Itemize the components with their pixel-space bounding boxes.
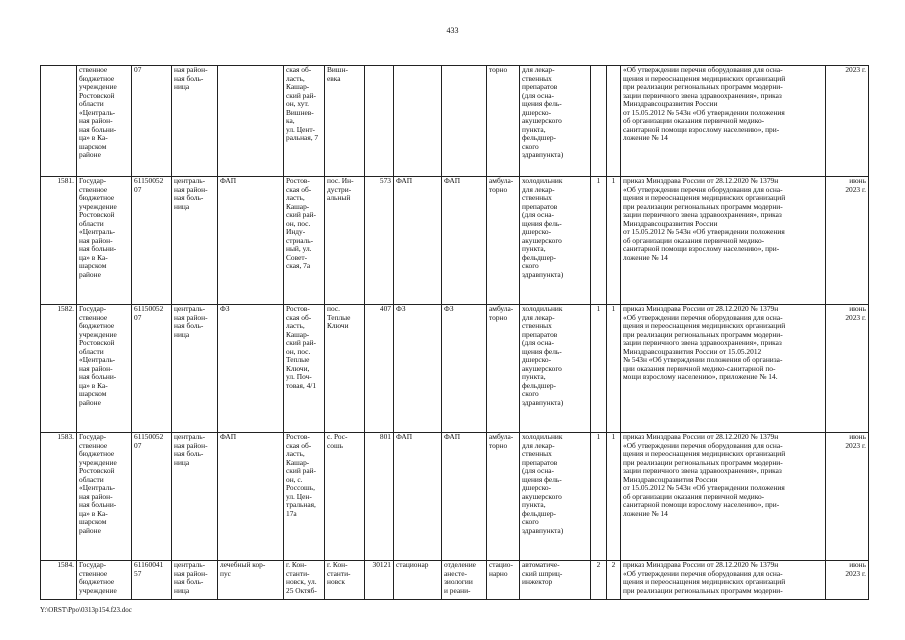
cell-inn: 61150052 07 <box>132 177 172 305</box>
cell-care-form: амбула- торно <box>487 433 520 561</box>
cell-unit-type-1 <box>394 66 442 177</box>
cell-row-number: 1583. <box>41 433 77 561</box>
cell-code: 801 <box>365 433 394 561</box>
cell-inn: 61150052 07 <box>132 305 172 433</box>
cell-quantity-1: 2 <box>591 561 607 600</box>
cell-legal-basis: приказ Минздрава России от 28.12.2020 № 1379н «Об утверждении перечня оборудования для осна- щения и переоснащения медицинских организаций при реализации региональных программ модерни- <box>621 561 826 600</box>
cell-quantity-1 <box>591 66 607 177</box>
cell-unit-type: ФАП <box>218 177 284 305</box>
cell-unit-type-2: ФЗ <box>442 305 487 433</box>
cell-branch: ная район- ная боль- ница <box>172 66 218 177</box>
cell-date: июнь 2023 г. <box>826 433 869 561</box>
cell-legal-basis: приказ Минздрава России от 28.12.2020 № 1379н «Об утверждении перечня оборудования для осна- щения и переоснащения медицинских организаций при реализации региональных программ модерни- зации первичного звена здравоохранения», приказ Минздравсоцразвития России от 15.05.2012 № 543н «Об утверждении положения об организации оказания первичной медико- санитарной помощи взрослому населению», при- ложение № 14 <box>621 433 826 561</box>
cell-unit-type-1: ФЗ <box>394 305 442 433</box>
cell-care-form: амбула- торно <box>487 177 520 305</box>
cell-unit-type: ФЗ <box>218 305 284 433</box>
cell-quantity-2 <box>607 66 621 177</box>
cell-branch: централь- ная район- ная боль- ница <box>172 433 218 561</box>
cell-date: 2023 г. <box>826 66 869 177</box>
cell-unit-type-2: отделение анесте- зиологии и реани- <box>442 561 487 600</box>
cell-quantity-2: 1 <box>607 433 621 561</box>
cell-locality: Вишн- евка <box>325 66 365 177</box>
cell-organization-name: Государ- ственное бюджетное учреждение Ростовской области «Централь- ная район- ная больни- ца» в Ка- шарском районе <box>77 305 132 433</box>
table-row <box>41 561 869 600</box>
cell-address: г. Кон- станти- новск, ул. 25 Октяб- <box>284 561 325 600</box>
cell-unit-type-1: стационар <box>394 561 442 600</box>
cell-quantity-2: 1 <box>607 305 621 433</box>
cell-row-number: 1581. <box>41 177 77 305</box>
cell-code: 407 <box>365 305 394 433</box>
cell-legal-basis: приказ Минздрава России от 28.12.2020 № 1379н «Об утверждении перечня оборудования для осна- щения и переоснащения медицинских организаций при реализации региональных программ модерни- зации первичного звена здравоохранения», приказ Минздравсоцразвития России от 15.05.2012 № 543н «Об утверждении положения об организа- ции оказания первичной медико-санитарной по- мощи взрослому населению», приложение № 14. <box>621 305 826 433</box>
cell-code: 30121 <box>365 561 394 600</box>
equipment-table <box>40 65 869 600</box>
cell-equipment: холодильник для лекар- ственных препаратов (для осна- щения фель- дшерско- акушерского пункта, фельдшер- ского здравпункта) <box>520 177 591 305</box>
cell-quantity-1: 1 <box>591 177 607 305</box>
cell-address: Ростов- ская об- ласть, Кашар- ский рай- он, пос. Инду- стриаль- ный, ул. Совет- ская, 7а <box>284 177 325 305</box>
cell-row-number <box>41 66 77 177</box>
cell-care-form: стацио- нарно <box>487 561 520 600</box>
cell-branch: централь- ная район- ная боль- ница <box>172 305 218 433</box>
table-row <box>41 433 869 561</box>
cell-unit-type-2: ФАП <box>442 177 487 305</box>
cell-inn: 61160041 57 <box>132 561 172 600</box>
cell-legal-basis: «Об утверждении перечня оборудования для осна- щения и переоснащения медицинских организаций при реализации региональных программ модерни- зации первичного звена здравоохранения», приказ Минздравсоцразвития России от 15.05.2012 № 543н «Об утверждении положения об организации оказания первичной медико- санитарной помощи взрослому населению», при- ложение № 14 <box>621 66 826 177</box>
cell-inn: 61150052 07 <box>132 433 172 561</box>
cell-locality: с. Рос- сошь <box>325 433 365 561</box>
cell-unit-type <box>218 66 284 177</box>
cell-unit-type-1: ФАП <box>394 433 442 561</box>
cell-equipment: холодильник для лекар- ственных препаратов (для осна- щения фель- дшерско- акушерского пункта, фельдшер- ского здравпункта) <box>520 305 591 433</box>
cell-quantity-2: 2 <box>607 561 621 600</box>
cell-unit-type-2: ФАП <box>442 433 487 561</box>
cell-inn: 07 <box>132 66 172 177</box>
cell-organization-name: ственное бюджетное учреждение Ростовской области «Централь- ная район- ная больни- ца» в Ка- шарском районе <box>77 66 132 177</box>
cell-quantity-2: 1 <box>607 177 621 305</box>
cell-organization-name: Государ- ственное бюджетное учреждение <box>77 561 132 600</box>
cell-equipment: автоматиче- ский шприц- инжектор <box>520 561 591 600</box>
cell-locality: г. Кон- станти- новск <box>325 561 365 600</box>
cell-branch: централь- ная район- ная боль- ница <box>172 177 218 305</box>
cell-date: июнь 2023 г. <box>826 561 869 600</box>
cell-equipment: холодильник для лекар- ственных препаратов (для осна- щения фель- дшерско- акушерского пункта, фельдшер- ского здравпункта) <box>520 433 591 561</box>
cell-address: Ростов- ская об- ласть, Кашар- ский рай- он, пос. Теплые Ключи, ул. Поч- товая, 4/1 <box>284 305 325 433</box>
cell-address: Ростов- ская об- ласть, Кашар- ский рай- он, с. Россошь, ул. Цен- тральная, 17а <box>284 433 325 561</box>
cell-quantity-1: 1 <box>591 305 607 433</box>
cell-care-form: амбула- торно <box>487 305 520 433</box>
cell-legal-basis: приказ Минздрава России от 28.12.2020 № 1379н «Об утверждении перечня оборудования для осна- щения и переоснащения медицинских организаций при реализации региональных программ модерни- зации первичного звена здравоохранения», приказ Минздравсоцразвития России от 15.05.2012 № 543н «Об утверждении положения об организации оказания первичной медико- санитарной помощи взрослому населению», при- ложение № 14 <box>621 177 826 305</box>
cell-quantity-1: 1 <box>591 433 607 561</box>
cell-equipment: для лекар- ственных препаратов (для осна- щения фель- дшерско- акушерского пункта, фельдшер- ского здравпункта) <box>520 66 591 177</box>
cell-row-number: 1582. <box>41 305 77 433</box>
cell-row-number: 1584. <box>41 561 77 600</box>
cell-address: ская об- ласть, Кашар- ский рай- он, хут. Вишнев- ка, ул. Цент- ральная, 7 <box>284 66 325 177</box>
cell-unit-type: ФАП <box>218 433 284 561</box>
cell-date: июнь 2023 г. <box>826 305 869 433</box>
cell-organization-name: Государ- ственное бюджетное учреждение Ростовской области «Централь- ная район- ная больни- ца» в Ка- шарском районе <box>77 177 132 305</box>
cell-locality: пос. Теплые Ключи <box>325 305 365 433</box>
cell-code: 573 <box>365 177 394 305</box>
table-row <box>41 66 869 177</box>
cell-locality: пос. Ин- дустри- альный <box>325 177 365 305</box>
table-row <box>41 305 869 433</box>
table-row <box>41 177 869 305</box>
cell-date: июнь 2023 г. <box>826 177 869 305</box>
cell-unit-type-1: ФАП <box>394 177 442 305</box>
cell-organization-name: Государ- ственное бюджетное учреждение Ростовской области «Централь- ная район- ная больни- ца» в Ка- шарском районе <box>77 433 132 561</box>
cell-unit-type-2 <box>442 66 487 177</box>
cell-code <box>365 66 394 177</box>
cell-care-form: торно <box>487 66 520 177</box>
cell-branch: централь- ная район- ная боль- ница <box>172 561 218 600</box>
cell-unit-type: лечебный кор- пус <box>218 561 284 600</box>
footer-file-path: Y:\ORST\Ppo\0313p154.f23.doc <box>40 606 132 614</box>
page-number: 433 <box>446 26 459 35</box>
